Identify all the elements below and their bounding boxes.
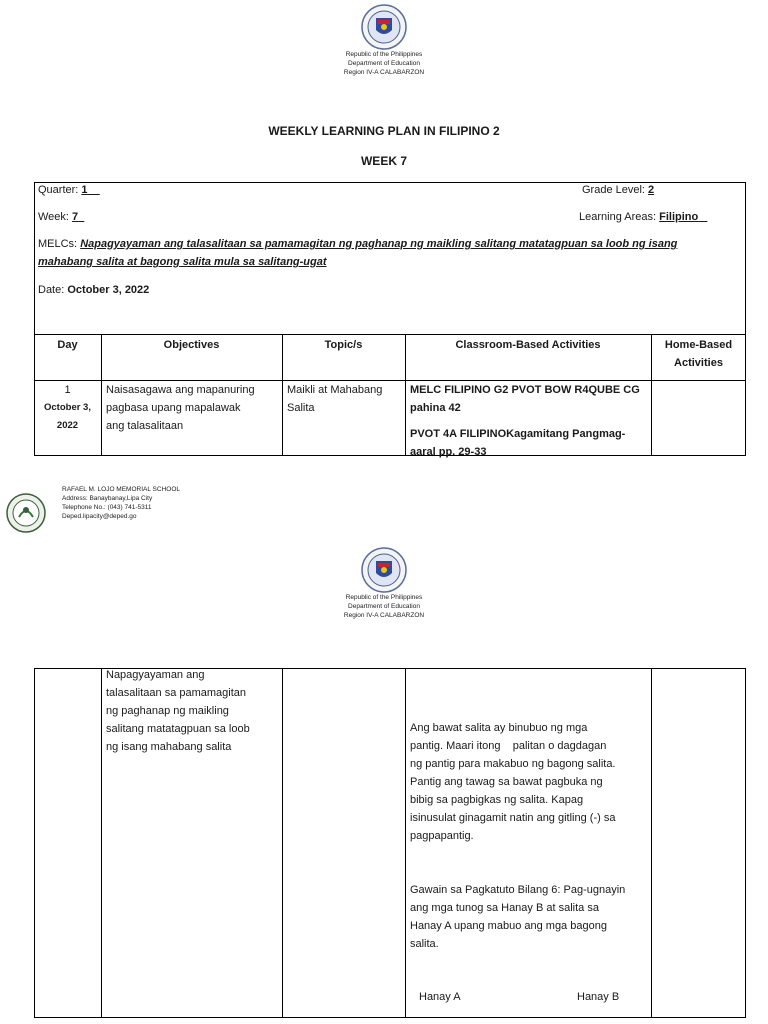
melcs-row — [38, 238, 677, 250]
objective-line: pagbasa upang mapalawak — [106, 402, 241, 414]
activity-line: MELC FILIPINO G2 PVOT BOW R4QUBE CG — [410, 384, 640, 396]
lesson-line: Pantig ang tawag sa bawat pagbuka ng — [410, 776, 603, 788]
objective-line: ng paghanap ng maikling — [106, 705, 229, 717]
activity-paragraph — [410, 881, 650, 953]
header-day: Day — [57, 339, 78, 351]
grade-label: Grade Level: — [582, 184, 645, 196]
header-line: Department of Education — [348, 60, 420, 67]
day-number: 1 — [64, 384, 71, 396]
objectives-cell — [106, 381, 280, 435]
melcs-text-1: Napagyayaman ang talasalitaan sa pamamagitan ng paghanap ng maikling salitang matatagpuan sa loob ng isang — [80, 238, 678, 250]
activity-instruction-line: ang mga tunog sa Hanay B at salita sa — [410, 902, 599, 914]
grade-row — [582, 184, 654, 196]
week-title: WEEK 7 — [360, 154, 407, 168]
school-address: Address: Banaybanay,Lipa City — [62, 495, 153, 502]
objective-line: ang talasalitaan — [106, 420, 184, 432]
header-line: Region IV-A CALABARZON — [343, 612, 425, 619]
activity-line: PVOT 4A FILIPINOKagamitang Pangmag- — [410, 428, 626, 440]
objective-line: ng isang mahabang salita — [106, 741, 232, 753]
week-label: Week: — [38, 211, 69, 223]
table-column-rule — [405, 668, 406, 1018]
school-logo-icon — [6, 493, 46, 533]
grade-value: 2 — [648, 184, 655, 196]
header-objectives: Objectives — [163, 339, 220, 351]
activity-instruction-line: salita. — [410, 938, 439, 950]
quarter-label: Quarter: — [38, 184, 79, 196]
objective-line: salitang matatagpuan sa loob — [106, 723, 250, 735]
lesson-line: ng pantig para makabuo ng bagong salita. — [410, 758, 616, 770]
header-line: Republic of the Philippines — [345, 594, 423, 601]
day-date: 2022 — [56, 420, 79, 431]
objectives-cell-continued — [106, 666, 280, 756]
hanay-a-label: Hanay A — [419, 991, 461, 1003]
lesson-line: pantig. Maari itong palitan o dagdagan — [410, 740, 607, 752]
lesson-line: bibig sa pagbigkas ng salita. Kapag — [410, 794, 584, 806]
objective-line: Naisasagawa ang mapanuring — [106, 384, 255, 396]
document-title: WEEKLY LEARNING PLAN IN FILIPINO 2 — [268, 124, 500, 138]
area-row — [579, 211, 707, 223]
week-value: 7 — [72, 211, 79, 223]
melcs-row-2 — [38, 256, 327, 268]
header-lines — [0, 593, 768, 620]
lesson-line: Ang bawat salita ay binubuo ng mga — [410, 722, 588, 734]
area-label: Learning Areas: — [579, 211, 657, 223]
header-line: Republic of the Philippines — [345, 51, 423, 58]
area-value: Filipino — [659, 211, 699, 223]
table-column-rule — [651, 668, 652, 1018]
table-rule — [34, 334, 746, 335]
lesson-paragraph — [410, 719, 650, 845]
header-line: Department of Education — [348, 603, 420, 610]
header-home-line: Home-Based — [664, 339, 733, 351]
date-value: October 3, 2022 — [67, 284, 150, 296]
quarter-value: 1 — [81, 184, 88, 196]
school-email: Deped.lipacity@deped.go — [62, 513, 137, 520]
lesson-line: pagpapantig. — [410, 830, 474, 842]
week-row — [38, 211, 84, 223]
date-label: Date: — [38, 284, 65, 296]
objective-line: talasalitaan sa pamamagitan — [106, 687, 247, 699]
header-lines — [0, 50, 768, 77]
header-classroom-activities: Classroom-Based Activities — [455, 339, 601, 351]
day-date: October 3, — [44, 402, 91, 413]
school-info — [62, 485, 180, 521]
topic-line: Salita — [287, 402, 315, 414]
hanay-b-label: Hanay B — [577, 991, 620, 1003]
table-column-rule — [282, 668, 283, 1018]
activity-instruction-line: Hanay A upang mabuo ang mga bagong — [410, 920, 607, 932]
activity-line: aaral pp. 29-33 — [410, 446, 487, 458]
header-home-line: Activities — [674, 357, 723, 369]
topic-cell — [287, 381, 403, 417]
activity-line: pahina 42 — [410, 402, 461, 414]
day-cell — [34, 381, 101, 435]
melcs-text-2: mahabang salita at bagong salita mula sa salitang-ugat — [38, 256, 327, 268]
school-phone: Telephone No.: (043) 741-5311 — [62, 504, 152, 511]
objective-line: Napagyayaman ang — [106, 669, 205, 681]
deped-seal-icon — [361, 547, 407, 593]
header-home-activities — [651, 336, 746, 372]
activity-instruction-line: Gawain sa Pagkatuto Bilang 6: Pag-ugnayin — [410, 884, 626, 896]
header-line: Region IV-A CALABARZON — [343, 69, 425, 76]
deped-seal-icon — [361, 4, 407, 50]
quarter-row — [38, 184, 100, 196]
table-column-rule — [101, 668, 102, 1018]
topic-line: Maikli at Mahabang — [287, 384, 383, 396]
header-topics: Topic/s — [324, 339, 363, 351]
classroom-activities-cell — [410, 381, 650, 461]
date-row — [38, 284, 149, 296]
melcs-label: MELCs: — [38, 238, 78, 250]
school-name: RAFAEL M. LOJO MEMORIAL SCHOOL — [62, 486, 180, 493]
lesson-line: isinusulat ginagamit natin ang gitling (-) sa — [410, 812, 616, 824]
